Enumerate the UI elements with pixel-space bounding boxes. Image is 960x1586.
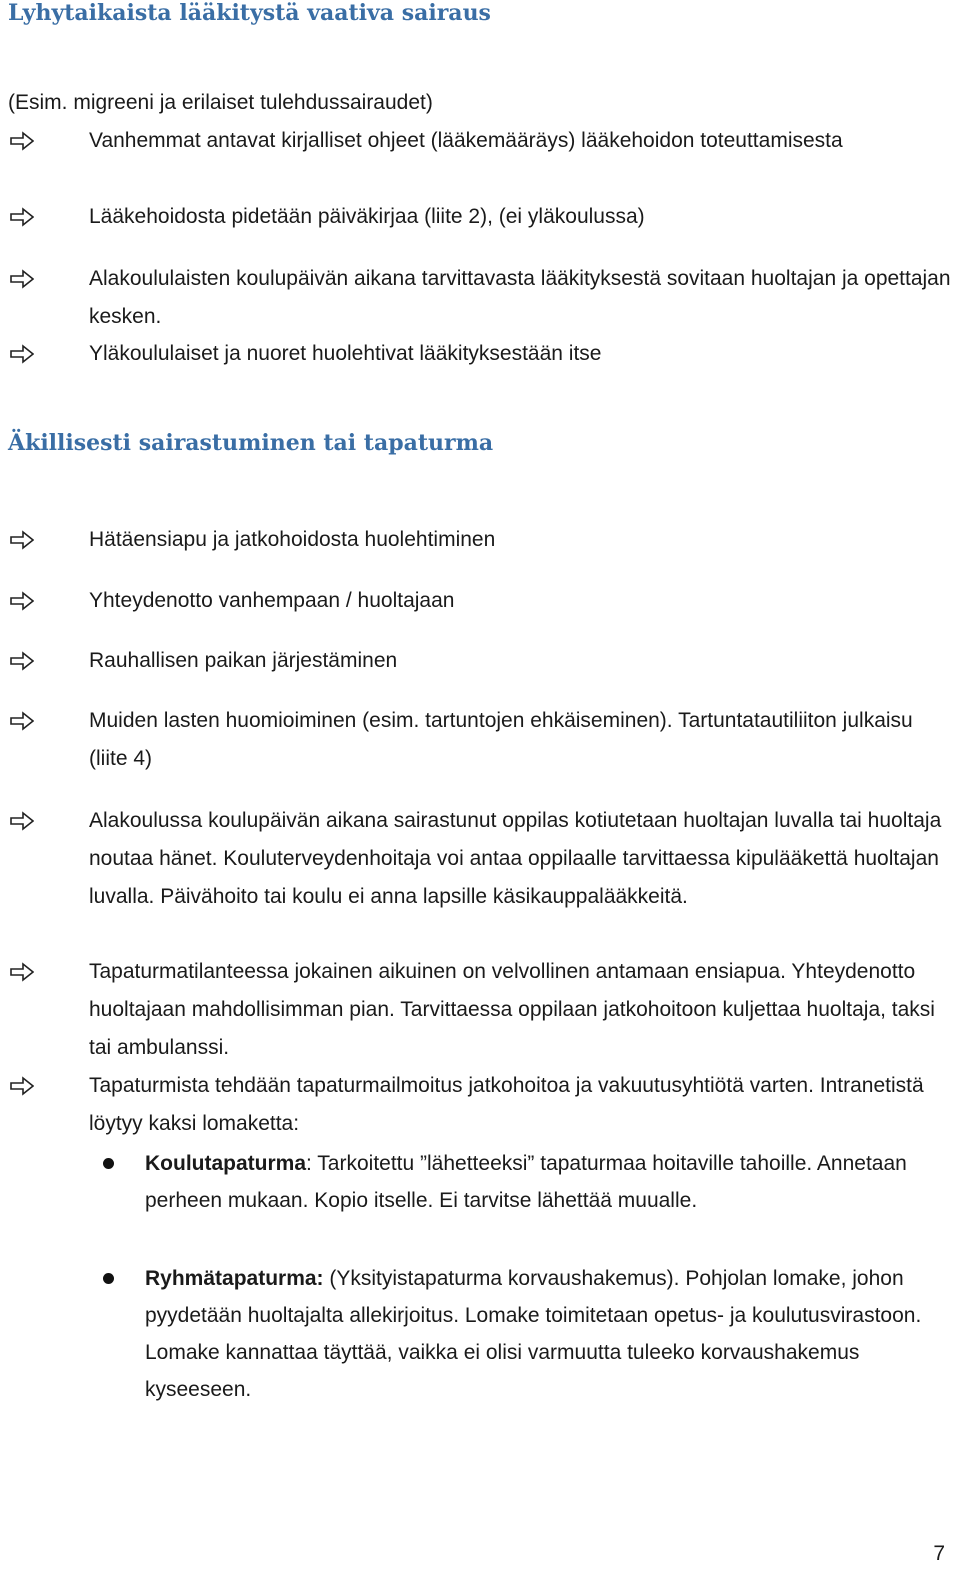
hollow-right-arrow-icon [10,651,34,671]
list-item [0,521,960,559]
intro-text: (Esim. migreeni ja erilaiset tulehdussairaudet) [8,91,433,114]
section-heading-short-term-medication: Lyhytaikaista lääkitystä vaativa sairaus [8,0,491,26]
hollow-right-arrow-icon [10,1076,34,1096]
section-heading-sudden-illness: Äkillisesti sairastuminen tai tapaturma [8,430,494,456]
hollow-right-arrow-icon [10,591,34,611]
list-item [0,802,960,916]
form-item-body [145,1260,935,1408]
list-item [0,198,960,236]
list-item-text: Alakoulussa koulupäivän aikana sairastunut oppilas kotiutetaan huoltajan luvalla tai huoltaja noutaa hänet. Kouluterveydenhoitaja voi antaa oppilaalle tarvittaessa kipulääkettä huoltajan luvalla. Päivähoito tai koulu ei anna lapsille käsikauppalääkkeitä. [89,809,942,908]
list-item-text: Yläkoululaiset ja nuoret huolehtivat lääkityksestään itse [89,342,602,365]
list-item [0,642,960,680]
list-item [0,953,960,1067]
hollow-right-arrow-icon [10,269,34,289]
hollow-right-arrow-icon [10,131,34,151]
list-item-text: Yhteydenotto vanhempaan / huoltajaan [89,589,455,612]
hollow-right-arrow-icon [10,711,34,731]
list-item-text: Rauhallisen paikan järjestäminen [89,649,398,672]
form-name: Ryhmätapaturma: [145,1267,324,1290]
list-item-text: Vanhemmat antavat kirjalliset ohjeet (lääkemääräys) lääkehoidon toteuttamisesta [89,129,843,152]
hollow-right-arrow-icon [10,811,34,831]
form-item-ryhmatapaturma [0,1260,960,1408]
list-item-text: Lääkehoidosta pidetään päiväkirjaa (liite 2), (ei yläkoulussa) [89,205,645,228]
hollow-right-arrow-icon [10,344,34,364]
form-name: Koulutapaturma [145,1152,307,1175]
list-item-text: Muiden lasten huomioiminen (esim. tartuntojen ehkäiseminen). Tartuntatautiliiton julkaisu (liite 4) [89,709,913,770]
form-item-body [145,1145,935,1219]
list-item-text: Hätäensiapu ja jatkohoidosta huolehtiminen [89,528,496,551]
list-item [0,702,960,778]
form-description: (Yksityistapaturma korvaushakemus). Pohjolan lomake, johon pyydetään huoltajalta allekirjoitus. Lomake toimitetaan opetus- ja koulutusvirastoon. Lomake kannattaa täyttää, vaikka ei olisi varmuutta tuleeko korvaushakemus kyseeseen. [145,1267,922,1401]
list-item [0,335,960,373]
list-item [0,122,960,160]
hollow-right-arrow-icon [10,962,34,982]
form-description: : Tarkoitettu ”lähetteeksi” tapaturmaa hoitaville tahoille. Annetaan perheen mukaan. Kopio itselle. Ei tarvitse lähettää muualle. [145,1152,907,1212]
list-item [0,1067,960,1143]
list-item [0,260,960,336]
form-item-koulutapaturma [0,1145,960,1219]
bullet-dot-icon [103,1273,114,1284]
list-item-text: Alakoululaisten koulupäivän aikana tarvittavasta lääkityksestä sovitaan huoltajan ja opettajan kesken. [89,267,951,328]
page-number: 7 [933,1542,945,1565]
hollow-right-arrow-icon [10,530,34,550]
list-item-text: Tapaturmatilanteessa jokainen aikuinen on velvollinen antamaan ensiapua. Yhteydenotto huoltajaan mahdollisimman pian. Tarvittaessa oppilaan jatkohoitoon kuljettaa huoltaja, taksi tai ambulanssi. [89,960,935,1059]
list-item-text: Tapaturmista tehdään tapaturmailmoitus jatkohoitoa ja vakuutusyhtiötä varten. Intranetistä löytyy kaksi lomaketta: [89,1074,924,1135]
bullet-dot-icon [103,1158,114,1169]
list-item [0,582,960,620]
hollow-right-arrow-icon [10,207,34,227]
